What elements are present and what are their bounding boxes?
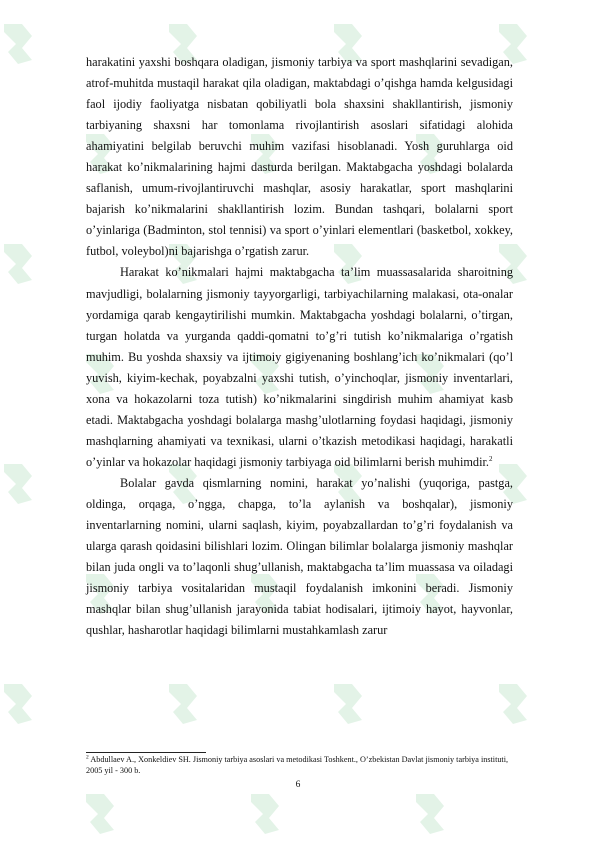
green-arrow-logo-icon <box>165 680 201 728</box>
green-arrow-logo-icon <box>330 680 366 728</box>
footnote-reference[interactable]: 2 <box>488 454 493 463</box>
footnote-mark: 2 <box>86 754 89 761</box>
page-number: 6 <box>295 780 301 790</box>
paragraph-1: harakatini yaxshi boshqara oladigan, jismoniy tarbiya va sport mashqlarini sevadigan, atrof-muhitda mustaqil harakat qila oladigan, maktabdagi o’qishga hamda kelgusidagi faol ijodiy faoliyatga nisbatan qobiliyatli bola shaxsini shakllantirish, jismoniy tarbiyaning shaxsni har tomonlama rivojlantirish asoslari sifatidagi alohida ahamiyatini belgilab beruvchi muhim vazifasi hisoblanadi. Yosh guruhlarga oid harakat ko’nikmalarining hajmi dasturda berilgan. Maktabgacha yoshdagi bolalarda saflanish, umum-rivojlantiruvchi mashqlar, asosiy harakatlar, sport mashqlarini bajarish ko’nikmalarini shakllantirish lozim. Bundan tashqari, bolalarni sport o’yinlariga (Badminton, stol tennisi) va sport o’yinlari elementlari (basketbol, xokkey, futbol, voleybol)ni bajarishga o’rgatish zarur. <box>86 55 513 259</box>
paragraph-2 <box>86 262 513 472</box>
green-arrow-logo-icon <box>495 680 531 728</box>
green-arrow-logo-icon <box>0 240 36 288</box>
green-arrow-logo-icon <box>247 790 283 838</box>
footnote-separator <box>86 752 206 753</box>
footnote <box>86 755 513 776</box>
green-arrow-logo-icon <box>0 680 36 728</box>
body-text <box>86 52 513 641</box>
paragraph-2-text: Harakat ko’nikmalari hajmi maktabgacha ta’lim muassasalarida sharoitning mavjudligi, bolalarning jismoniy tayyorgarligi, tarbiyachilarning malakasi, ota-onalar yordamiga qarab kengaytirilishi mumkin. Maktabgacha yoshdagi bolalarni, o’tirgan, turgan holatda va yurganda qaddi-qomatni to’g’ri tutish ko’nikmalariga o’rgatish muhim. Bu yoshda shaxsiy va ijtimoiy gigiyenaning boshlang’ich ko’nikmalari (qo’l yuvish, kiyim-kechak, poyabzalni yaxshi tutish, o’yinchoqlar, jismoniy inventarlari, xona va hokazolarni toza tutish) ko’nikmalarini singdirish muhim ahamiyat kasb etadi. Maktabgacha yoshdagi bolalarga mashg’ulotlarning foydasi haqidagi, jismoniy mashqlarning ahamiyati va texnikasi, ularni o’tkazish metodikasi haqidagi, harakatli o’yinlar va hokazolar haqidagi jismoniy tarbiyaga oid bilimlarni berish muhimdir. <box>86 265 513 469</box>
green-arrow-logo-icon <box>0 20 36 68</box>
green-arrow-logo-icon <box>0 460 36 508</box>
green-arrow-logo-icon <box>82 790 118 838</box>
paragraph-3: Bolalar gavda qismlarning nomini, harakat yo’nalishi (yuqoriga, pastga, oldinga, orqaga, o’ngga, chapga, to’la aylanish va boshqalar), jismoniy inventarlarning nomini, ularni saqlash, kiyim, poyabzallardan to’g’ri foydalanish va ularga qarash qoidasini bilishlari lozim. Olingan bilimlar bolalarga jismoniy mashqlar bilan juda ongli va to’laqonli shug’ullanish, maktabgacha ta’lim muassasa va oiladagi jismoniy tarbiya vositalaridan mustaqil foydalanish imkonini beradi. Jismoniy mashqlar bilan shug’ullanish jarayonida tabiat hodisalari, ijtimoiy hayot, hayvonlar, qushlar, hasharotlar haqidagi bilimlarni mustahkamlash zarur <box>86 475 513 638</box>
green-arrow-logo-icon <box>412 790 448 838</box>
footnote-text: Abdullaev A., Xonkeldiev SH. Jismoniy tarbiya asoslari va metodikasi Toshkent., O’zbekistan Davlat jismoniy tarbiya instituti, 2005 yil - 300 b. <box>86 755 509 775</box>
